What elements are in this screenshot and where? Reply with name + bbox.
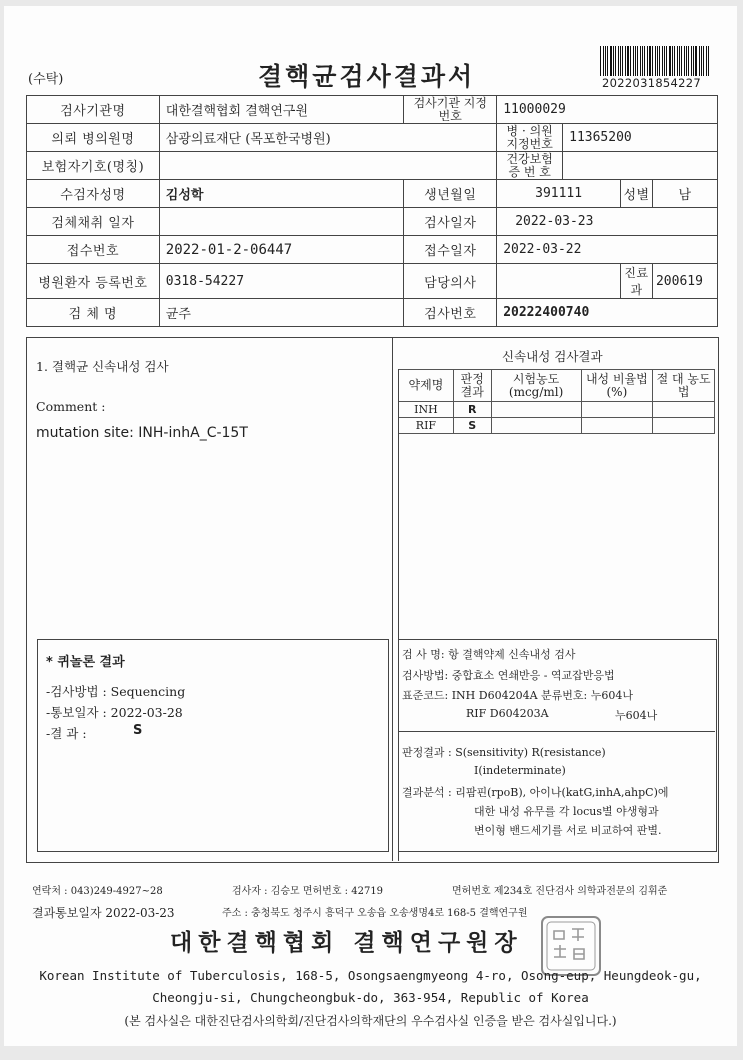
drug-inh: INH xyxy=(399,402,454,418)
certification-note: (본 검사실은 대한진단검사의학회/진단검사의학재단의 우수검사실 인증을 받은 검사실입니다.) xyxy=(124,1014,617,1028)
barcode-bar xyxy=(640,46,641,76)
reg-label: 병원환자 등록번호 xyxy=(27,264,160,299)
barcode-bar xyxy=(677,46,678,76)
method-line-8: 대한 내성 유무를 각 locus별 야생형과 xyxy=(474,805,659,818)
barcode-bar xyxy=(603,46,604,76)
barcode-bar xyxy=(613,46,614,76)
agency-value: 대한결핵협회 결핵연구원 xyxy=(159,96,404,124)
test-no-value: 20222400740 xyxy=(497,299,718,327)
report-page xyxy=(4,6,737,1046)
hospital-label: 의뢰 병의원명 xyxy=(27,124,160,152)
doctor-label: 담당의사 xyxy=(404,264,497,299)
barcode-bar xyxy=(605,46,606,76)
health-id-label: 건강보험 증 번 호 xyxy=(497,152,563,180)
barcode-bar xyxy=(669,46,671,76)
agency-code-value: 11000029 xyxy=(497,96,718,124)
receipt-date-label: 접수일자 xyxy=(404,236,497,264)
barcode-bar xyxy=(642,46,643,76)
dob-value: 391111 xyxy=(497,180,621,208)
receipt-value: 2022-01-2-06447 xyxy=(159,236,404,264)
test-no-label: 검사번호 xyxy=(404,299,497,327)
insured-label: 보험자기호(명칭) xyxy=(27,152,160,180)
entrusted-tag: (수탁) xyxy=(28,72,64,87)
barcode-number: 2022031854227 xyxy=(602,76,702,90)
resistance-table xyxy=(398,369,715,434)
footer-contact: 연락처 : 043)249-4927~28 xyxy=(32,886,163,897)
footer-license: 면허번호 제234호 진단검사 의학과전문의 김휘준 xyxy=(452,886,668,897)
dob-label: 생년월일 xyxy=(404,180,497,208)
specimen-value: 균주 xyxy=(159,299,404,327)
barcode-bar xyxy=(615,46,616,76)
quinolone-result-value: S xyxy=(133,723,143,738)
footer-tester: 검사자 : 김승모 면허번호 : 42719 xyxy=(232,886,384,897)
test-date-value: 2022-03-23 xyxy=(497,208,718,236)
barcode xyxy=(600,46,710,76)
health-id-value xyxy=(563,152,718,180)
agency-code-label: 검사기관 지정번호 xyxy=(404,96,497,124)
result-rif: S xyxy=(453,418,491,434)
barcode-bar xyxy=(649,46,651,76)
quinolone-title: * 퀴놀론 결과 xyxy=(46,655,125,670)
barcode-bar xyxy=(699,46,700,76)
report-title: 결핵균검사결과서 xyxy=(258,62,476,91)
method-line-5: 판정결과 : S(sensitivity) R(resistance) xyxy=(402,746,606,759)
barcode-bar xyxy=(708,46,709,76)
result-divider xyxy=(392,337,393,861)
agency-label: 검사기관명 xyxy=(27,96,160,124)
collect-label: 검체채취 일자 xyxy=(27,208,160,236)
barcode-bar xyxy=(664,46,665,76)
patient-info-table xyxy=(26,95,718,327)
hospital-value: 삼광의료재단 (목포한국병원) xyxy=(159,124,496,152)
method-line-2: 검사방법: 중합효소 연쇄반응 - 역교잡반응법 xyxy=(402,669,615,682)
patient-label: 수검자성명 xyxy=(27,180,160,208)
drug-rif: RIF xyxy=(399,418,454,434)
barcode-bar xyxy=(693,46,694,76)
footer-report-date: 결과통보일자 2022-03-23 xyxy=(32,906,175,920)
footer-address: 주소 : 충청북도 청주시 흥덕구 오송읍 오송생명4로 168-5 결핵연구원 xyxy=(222,908,528,919)
receipt-date-value: 2022-03-22 xyxy=(497,236,718,264)
header-result: 판정 결과 xyxy=(453,370,491,402)
mutation-site: mutation site: INH-inhA_C-15T xyxy=(36,425,248,441)
comment-label: Comment : xyxy=(36,399,106,414)
insured-value xyxy=(159,152,496,180)
eng-address-2: Cheongju-si, Chungcheongbuk-do, 363-954, Republic of Korea xyxy=(152,990,589,1005)
barcode-bar xyxy=(627,46,629,76)
barcode-bar xyxy=(695,46,697,76)
method-line-3: 표준코드: INH D604204A 분류번호: 누604나 xyxy=(402,689,633,702)
patient-value: 김성학 xyxy=(159,180,404,208)
reg-value: 0318-54227 xyxy=(159,264,404,299)
barcode-bar xyxy=(659,46,660,76)
method-line-1: 검 사 명: 항 결핵약제 신속내성 검사 xyxy=(402,648,576,661)
header-proportion: 내성 비율법(%) xyxy=(581,370,653,402)
barcode-bar xyxy=(635,46,636,76)
barcode-bar xyxy=(620,46,621,76)
barcode-bar xyxy=(706,46,707,76)
header-concentration: 시험농도 (mcg/ml) xyxy=(491,370,581,402)
header-absolute: 절 대 농도법 xyxy=(653,370,715,402)
barcode-bar xyxy=(655,46,656,76)
barcode-bar xyxy=(688,46,689,76)
barcode-bar xyxy=(610,46,612,76)
doctor-value xyxy=(497,264,621,299)
quinolone-method: -검사방법 : Sequencing xyxy=(46,684,186,699)
section-heading: 1. 결핵균 신속내성 검사 xyxy=(36,359,169,374)
barcode-bar xyxy=(691,46,692,76)
method-line-4: RIF D604203A xyxy=(466,707,549,720)
quinolone-box xyxy=(37,639,389,852)
result-table-title: 신속내성 검사결과 xyxy=(502,349,603,364)
dept-label: 진료과 xyxy=(621,264,653,299)
barcode-bar xyxy=(666,46,667,76)
method-line-4b: 누604나 xyxy=(615,709,658,722)
specimen-label: 검 체 명 xyxy=(27,299,160,327)
hospital-code-label: 병 · 의원 지정번호 xyxy=(497,124,563,152)
barcode-bar xyxy=(625,46,626,76)
barcode-bar xyxy=(672,46,673,76)
barcode-bar xyxy=(679,46,680,76)
barcode-bar xyxy=(644,46,645,76)
result-inh: R xyxy=(453,402,491,418)
barcode-bar xyxy=(630,46,631,76)
barcode-bar xyxy=(684,46,685,76)
quinolone-result-label: -결 과 : xyxy=(46,726,87,741)
barcode-bar xyxy=(618,46,619,76)
method-line-9: 변이형 밴드세기를 서로 비교하여 판별. xyxy=(474,824,662,837)
barcode-bar xyxy=(701,46,702,76)
sex-value: 남 xyxy=(652,180,717,208)
barcode-bar xyxy=(600,46,601,76)
hospital-code-value: 11365200 xyxy=(563,124,718,152)
eng-address-1: Korean Institute of Tuberculosis, 168-5, Osongsaengmyeong 4-ro, Osong-eup, Heungdeok-gu, xyxy=(39,968,702,983)
barcode-bar xyxy=(674,46,675,76)
barcode-bar xyxy=(686,46,687,76)
barcode-bar xyxy=(633,46,634,76)
barcode-bar xyxy=(681,46,682,76)
sex-label: 성별 xyxy=(621,180,653,208)
barcode-bar xyxy=(637,46,638,76)
receipt-label: 접수번호 xyxy=(27,236,160,264)
test-date-label: 검사일자 xyxy=(404,208,497,236)
dept-value: 200619 xyxy=(652,264,717,299)
collect-value xyxy=(159,208,404,236)
barcode-bar xyxy=(607,46,608,76)
org-name: 대한결핵협회 결핵연구원장 xyxy=(170,930,523,956)
barcode-bar xyxy=(662,46,663,76)
header-drug: 약제명 xyxy=(399,370,454,402)
method-line-6: I(indeterminate) xyxy=(474,764,566,777)
barcode-bar xyxy=(622,46,623,76)
barcode-bar xyxy=(652,46,653,76)
barcode-bar xyxy=(647,46,648,76)
method-line-7: 결과분석 : 리팜핀(rpoB), 아이나(katG,inhA,ahpC)에 xyxy=(402,786,669,799)
barcode-bar xyxy=(703,46,704,76)
barcode-bar xyxy=(657,46,658,76)
method-box-divider xyxy=(398,731,715,732)
quinolone-report-date: -통보일자 : 2022-03-28 xyxy=(46,705,183,720)
